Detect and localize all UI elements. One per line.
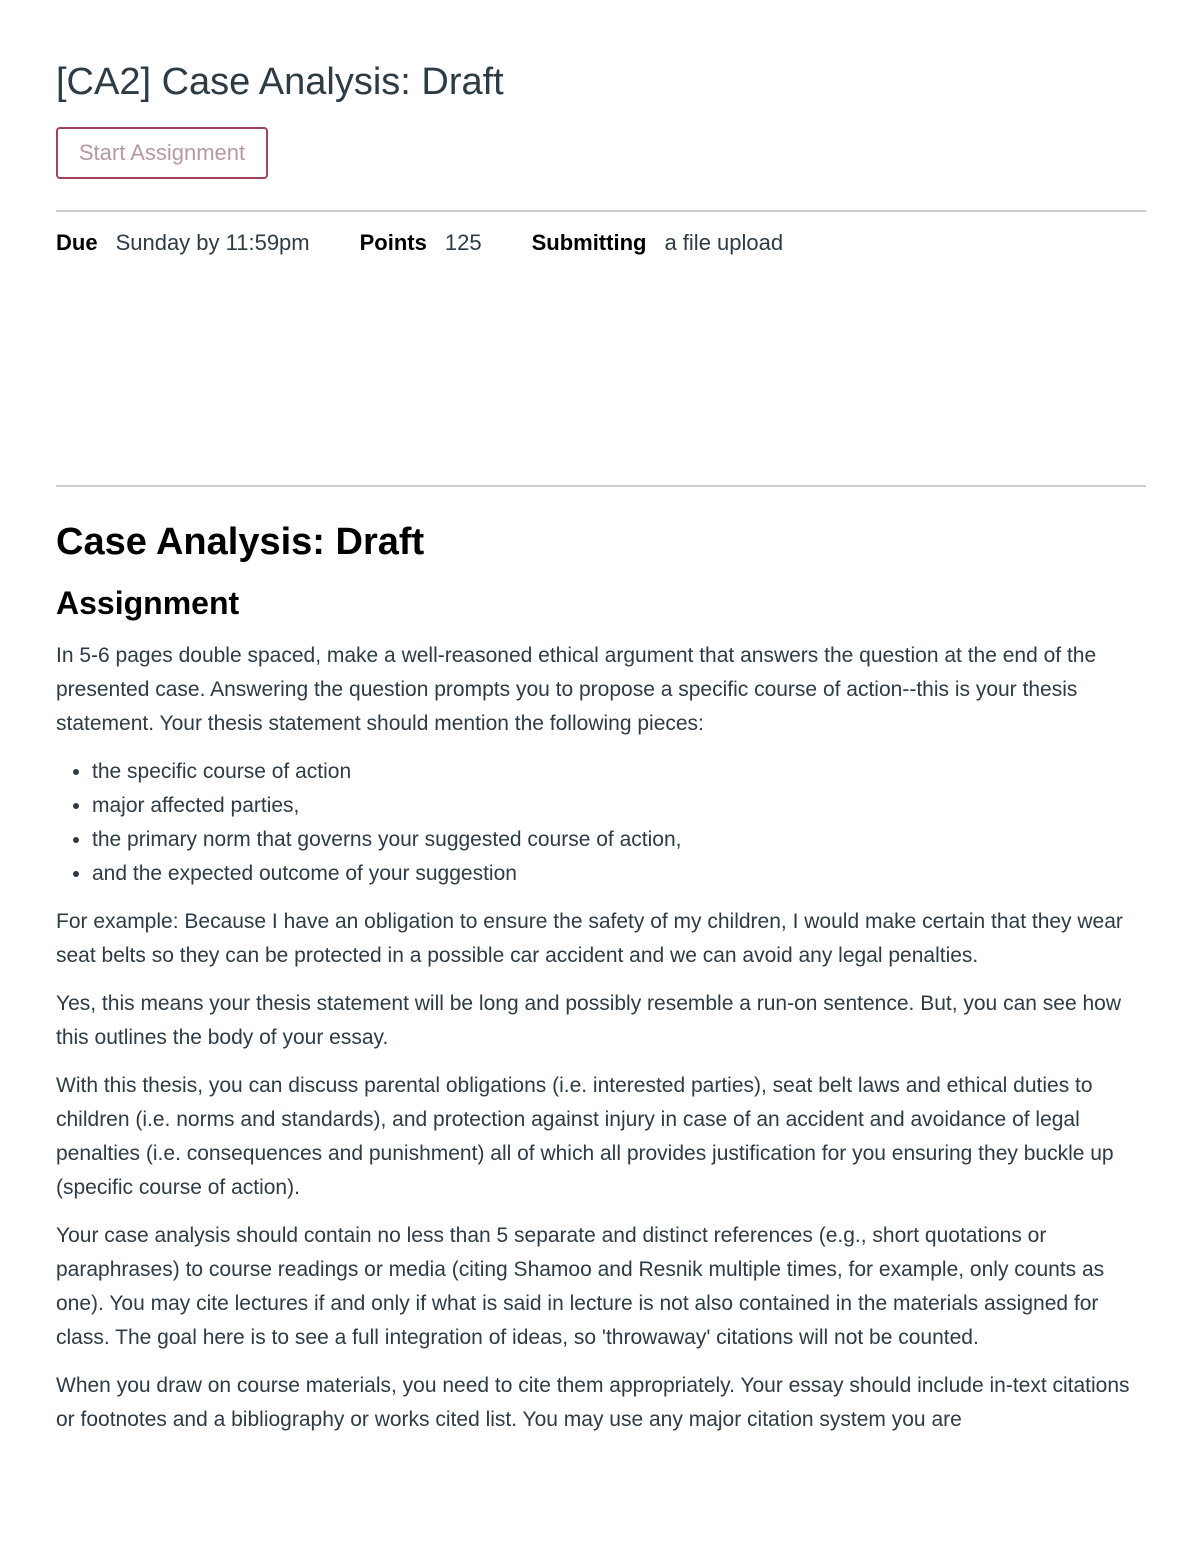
start-assignment-button[interactable]: Start Assignment — [56, 127, 268, 179]
content-subheading: Assignment — [56, 585, 240, 621]
points-label: Points — [359, 230, 427, 255]
due-value: Sunday by 11:59pm — [115, 230, 310, 255]
content-heading: Case Analysis: Draft — [56, 521, 425, 563]
citation-paragraph: When you draw on course materials, you need to cite them appropriately. Your essay should include in-text citations or footnotes and a bibliography or works cited list. You may use any major citation system you are — [56, 1374, 1130, 1431]
list-item: • the primary norm that governs your suggested course of action, — [92, 823, 1146, 857]
due-detail — [56, 230, 310, 256]
assignment-description — [56, 487, 1146, 1437]
example-paragraph: For example: Because I have an obligation to ensure the safety of my children, I would make certain that they wear seat belts so they can be protected in a possible car accident and we can avoid any legal penalties. — [56, 910, 1123, 967]
list-item: • major affected parties, — [92, 789, 1146, 823]
assignment-details — [56, 212, 1146, 274]
points-detail — [360, 230, 482, 256]
thesis-length-paragraph: Yes, this means your thesis statement will be long and possibly resemble a run-on sentence. But, you can see how this outlines the body of your essay. — [56, 992, 1121, 1049]
submitting-detail — [532, 230, 784, 256]
thesis-requirements-list — [56, 755, 1146, 891]
points-value: 125 — [444, 230, 482, 255]
due-label: Due — [56, 230, 98, 255]
details-spacer — [56, 274, 1146, 485]
thesis-discussion-paragraph: With this thesis, you can discuss parental obligations (i.e. interested parties), seat belt laws and ethical duties to children (i.e. norms and standards), and protection against injury in case of an accident and avoidance of legal penalties (i.e. consequences and punishment) all of which all provides justification for you ensuring they buckle up (specific course of action). — [56, 1074, 1114, 1199]
assignment-title: [CA2] Case Analysis: Draft — [56, 61, 504, 103]
list-item: • and the expected outcome of your suggestion — [92, 857, 1146, 891]
submitting-value: a file upload — [664, 230, 784, 255]
intro-paragraph: In 5-6 pages double spaced, make a well-reasoned ethical argument that answers the question at the end of the presented case. Answering the question prompts you to propose a specific course of action--this is your thesis statement. Your thesis statement should mention the following pieces: — [56, 644, 1097, 735]
list-item: • the specific course of action — [92, 755, 1146, 789]
assignment-page — [56, 0, 1146, 1437]
submitting-label: Submitting — [531, 230, 647, 255]
references-paragraph: Your case analysis should contain no less than 5 separate and distinct references (e.g., short quotations or paraphrases) to course readings or media (citing Shamoo and Resnik multiple times, for example, only counts as one). You may cite lectures if and only if what is said in lecture is not also contained in the materials assigned for class. The goal here is to see a full integration of ideas, so 'throwaway' citations will not be counted. — [56, 1224, 1105, 1349]
